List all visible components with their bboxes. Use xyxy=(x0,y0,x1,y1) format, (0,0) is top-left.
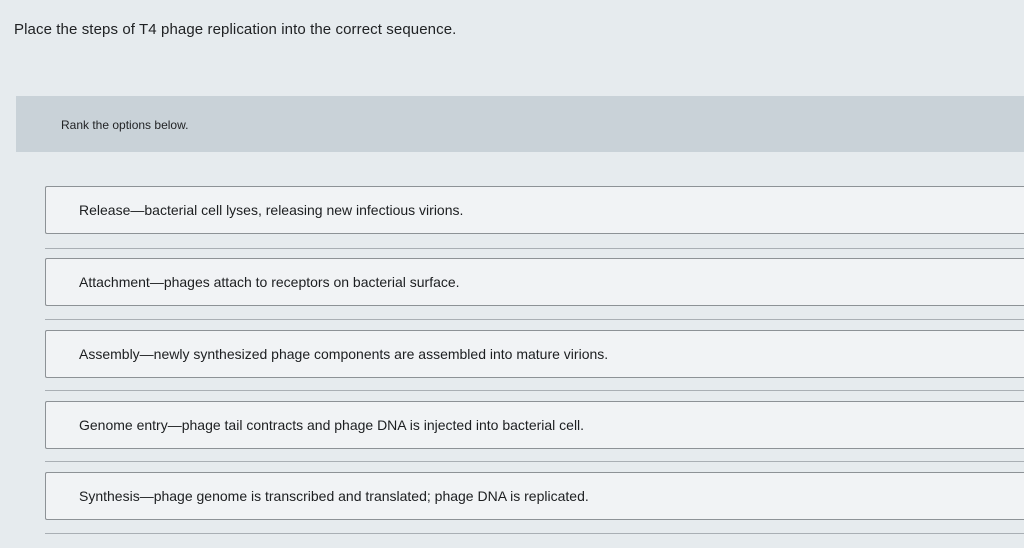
rank-option-attachment[interactable] xyxy=(45,258,1024,306)
rank-option-label: Synthesis—phage genome is transcribed and translated; phage DNA is replicated. xyxy=(79,488,589,504)
rank-option-release[interactable] xyxy=(45,186,1024,234)
rank-option-label: Genome entry—phage tail contracts and phage DNA is injected into bacterial cell. xyxy=(79,417,585,433)
option-divider xyxy=(45,390,1024,391)
rank-option-genome-entry[interactable] xyxy=(45,401,1024,449)
rank-option-assembly[interactable] xyxy=(45,330,1024,378)
question-prompt: Place the steps of T4 phage replication into the correct sequence. xyxy=(14,21,457,38)
instruction-text: Rank the options below. xyxy=(61,118,189,132)
option-divider xyxy=(45,319,1024,320)
rank-option-label: Attachment—phages attach to receptors on bacterial surface. xyxy=(79,274,460,290)
rank-option-label: Assembly—newly synthesized phage components are assembled into mature virions. xyxy=(79,346,609,362)
option-divider xyxy=(45,533,1024,534)
rank-option-label: Release—bacterial cell lyses, releasing new infectious virions. xyxy=(79,202,464,218)
option-divider xyxy=(45,248,1024,249)
option-divider xyxy=(45,461,1024,462)
rank-option-synthesis[interactable] xyxy=(45,472,1024,520)
